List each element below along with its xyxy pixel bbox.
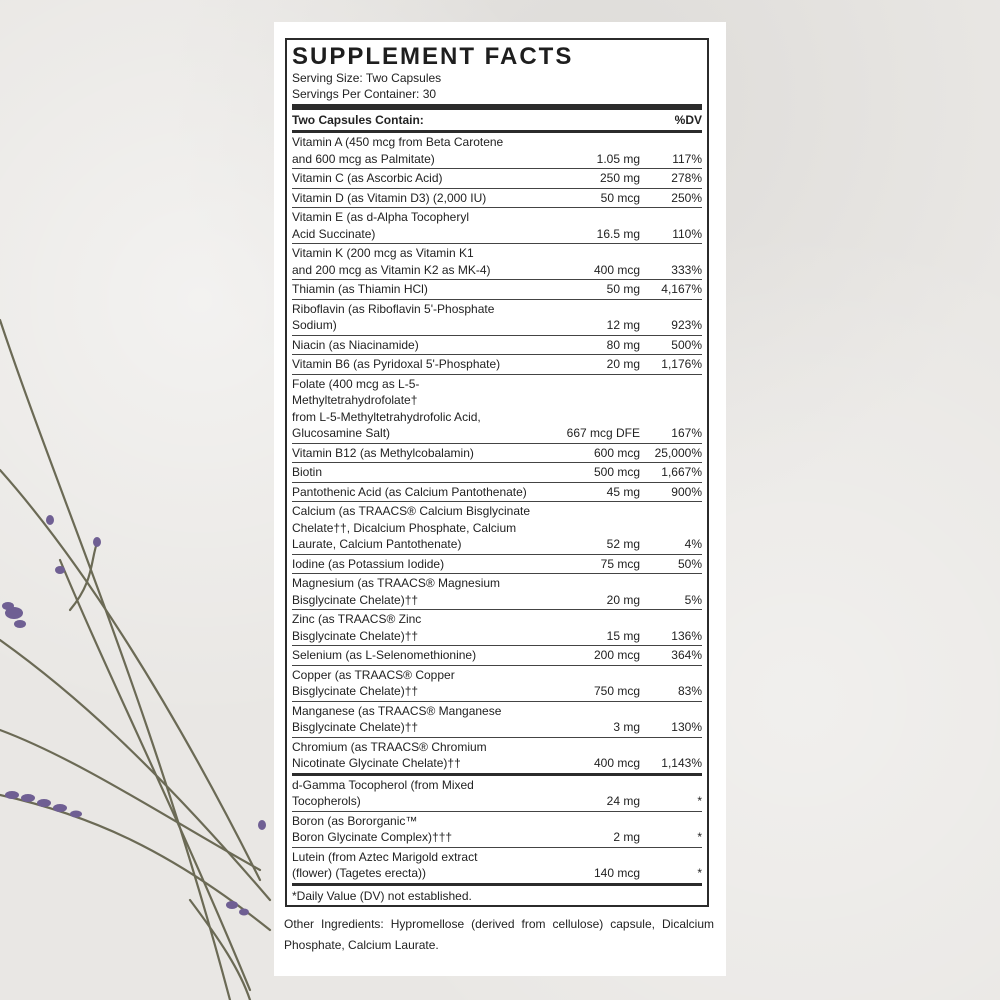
nutrient-row — [292, 738, 702, 776]
nutrient-row — [292, 336, 702, 356]
header-contains: Two Capsules Contain: — [292, 113, 424, 127]
dv-footnote: *Daily Value (DV) not established. — [292, 883, 702, 905]
nutrient-amount: 1.05 mg — [596, 151, 640, 166]
nutrient-row — [292, 208, 702, 244]
nutrient-amount: 16.5 mg — [596, 226, 640, 241]
nutrient-name: Calcium (as TRAACS® Calcium Bisglycinate Chelate††, Dicalcium Phosphate, Calcium Laurate, Calcium Pantothenate) — [292, 504, 531, 551]
facts-header-row — [292, 110, 702, 133]
nutrient-amount: 500 mcg — [593, 465, 640, 479]
nutrient-rows — [292, 133, 702, 883]
supplement-facts-title: SUPPLEMENT FACTS — [292, 43, 574, 70]
nutrient-dv: 25,000% — [654, 445, 702, 460]
nutrient-name: Vitamin C (as Ascorbic Acid) — [292, 171, 443, 185]
nutrient-name: Biotin — [292, 465, 323, 479]
nutrient-name: Boron (as Bororganic™ Boron Glycinate Complex)††† — [292, 813, 453, 844]
nutrient-amount: 250 mg — [599, 171, 640, 185]
nutrient-row — [292, 355, 702, 375]
nutrient-row — [292, 169, 702, 189]
nutrient-dv: 333% — [671, 262, 702, 277]
nutrient-amount: 20 mg — [606, 592, 640, 607]
nutrient-dv: 278% — [671, 171, 702, 185]
supplement-facts-panel — [285, 38, 709, 907]
nutrient-dv: * — [697, 794, 702, 808]
nutrient-row — [292, 812, 702, 848]
nutrient-dv: 923% — [671, 318, 702, 332]
nutrient-dv: 1,176% — [661, 357, 702, 371]
nutrient-name: Vitamin B6 (as Pyridoxal 5'-Phosphate) — [292, 357, 501, 371]
servings-per-container: Servings Per Container: 30 — [292, 87, 437, 101]
nutrient-amount: 75 mcg — [600, 556, 640, 571]
nutrient-name: Lutein (from Aztec Marigold extract (flower) (Tagetes erecta)) — [292, 849, 478, 880]
nutrient-dv: 1,143% — [661, 756, 702, 770]
nutrient-row — [292, 555, 702, 575]
nutrient-amount: 200 mcg — [593, 648, 640, 662]
header-dv: %DV — [674, 113, 702, 127]
nutrient-dv: 1,667% — [661, 465, 702, 479]
nutrient-row — [292, 444, 702, 464]
nutrient-name: Zinc (as TRAACS® Zinc Bisglycinate Chelate)†† — [292, 612, 422, 643]
nutrient-name: Vitamin A (450 mcg from Beta Carotene and 600 mcg as Palmitate) — [292, 135, 504, 166]
nutrient-dv: 900% — [671, 484, 702, 499]
nutrient-name: Vitamin B12 (as Methylcobalamin) — [292, 445, 474, 460]
nutrient-amount: 52 mg — [606, 537, 640, 551]
nutrient-name: Pantothenic Acid (as Calcium Pantothenate) — [292, 484, 527, 499]
nutrient-name: Niacin (as Niacinamide) — [292, 337, 419, 352]
serving-size: Serving Size: Two Capsules — [292, 71, 442, 85]
nutrient-row — [292, 646, 702, 666]
nutrient-amount: 400 mcg — [593, 756, 640, 770]
nutrient-name: Manganese (as TRAACS® Manganese Bisglycinate Chelate)†† — [292, 703, 502, 734]
nutrient-dv: 83% — [677, 684, 702, 698]
nutrient-name: Magnesium (as TRAACS® Magnesium Bisglycinate Chelate)†† — [292, 576, 501, 607]
nutrient-name: Iodine (as Potassium Iodide) — [292, 556, 445, 571]
nutrient-row — [292, 776, 702, 812]
nutrient-name: Chromium (as TRAACS® Chromium Nicotinate Glycinate Chelate)†† — [292, 739, 487, 770]
nutrient-amount: 400 mcg — [593, 262, 640, 277]
nutrient-dv: 4% — [684, 537, 702, 551]
nutrient-row — [292, 133, 702, 169]
supplement-label-card — [274, 22, 726, 976]
nutrient-name: Vitamin D (as Vitamin D3) (2,000 IU) — [292, 190, 487, 205]
nutrient-name: Vitamin E (as d-Alpha Tocopheryl Acid Succinate) — [292, 210, 469, 241]
nutrient-amount: 2 mg — [613, 830, 640, 844]
nutrient-name: d-Gamma Tocopherol (from Mixed Tocopherols) — [292, 777, 474, 808]
nutrient-row — [292, 702, 702, 738]
nutrient-dv: 130% — [671, 720, 702, 734]
nutrient-dv: 4,167% — [661, 282, 702, 296]
nutrient-dv: 5% — [684, 592, 702, 607]
nutrient-row — [292, 610, 702, 646]
nutrient-amount: 80 mg — [606, 337, 640, 352]
nutrient-dv: 136% — [671, 628, 702, 643]
nutrient-row — [292, 666, 702, 702]
nutrient-row — [292, 574, 702, 610]
nutrient-amount: 45 mg — [606, 484, 640, 499]
nutrient-amount: 667 mcg DFE — [566, 426, 640, 440]
nutrient-dv: 500% — [671, 337, 702, 352]
nutrient-name: Thiamin (as Thiamin HCl) — [292, 282, 428, 296]
nutrient-name: Folate (400 mcg as L-5-Methyltetrahydrofolate† from L-5-Methyltetrahydrofolic Acid, Glucosamine Salt) — [292, 376, 481, 440]
other-ingredients: Other Ingredients: Hypromellose (derived from cellulose) capsule, Dicalcium Phosphate, Calcium Laurate. — [284, 917, 714, 952]
nutrient-dv: 117% — [672, 151, 702, 166]
nutrient-amount: 600 mcg — [593, 445, 640, 460]
nutrient-amount: 140 mcg — [593, 866, 640, 880]
nutrient-name: Copper (as TRAACS® Copper Bisglycinate Chelate)†† — [292, 667, 455, 698]
nutrient-row — [292, 848, 702, 883]
nutrient-dv: 364% — [671, 648, 702, 662]
nutrient-dv: * — [697, 866, 702, 880]
nutrient-row — [292, 280, 702, 300]
nutrient-amount: 50 mg — [606, 282, 640, 296]
nutrient-amount: 50 mcg — [600, 190, 640, 205]
nutrient-row — [292, 244, 702, 280]
nutrient-dv: * — [697, 830, 702, 844]
nutrient-name: Selenium (as L-Selenomethionine) — [292, 648, 477, 662]
nutrient-dv: 250% — [671, 190, 702, 205]
nutrient-dv: 110% — [672, 226, 702, 241]
nutrient-name: Riboflavin (as Riboflavin 5'-Phosphate Sodium) — [292, 301, 495, 332]
nutrient-amount: 750 mcg — [593, 684, 640, 698]
nutrient-name: Vitamin K (200 mcg as Vitamin K1 and 200 mcg as Vitamin K2 as MK-4) — [292, 246, 491, 277]
nutrient-amount: 3 mg — [613, 720, 640, 734]
nutrient-amount: 12 mg — [606, 318, 640, 332]
nutrient-row — [292, 189, 702, 209]
nutrient-dv: 50% — [677, 556, 702, 571]
nutrient-amount: 24 mg — [606, 794, 640, 808]
nutrient-row — [292, 502, 702, 555]
nutrient-amount: 20 mg — [606, 357, 640, 371]
nutrient-amount: 15 mg — [606, 628, 640, 643]
nutrient-row — [292, 463, 702, 483]
nutrient-row — [292, 483, 702, 503]
nutrient-row — [292, 300, 702, 336]
nutrient-dv: 167% — [671, 426, 702, 440]
nutrient-row — [292, 375, 702, 444]
